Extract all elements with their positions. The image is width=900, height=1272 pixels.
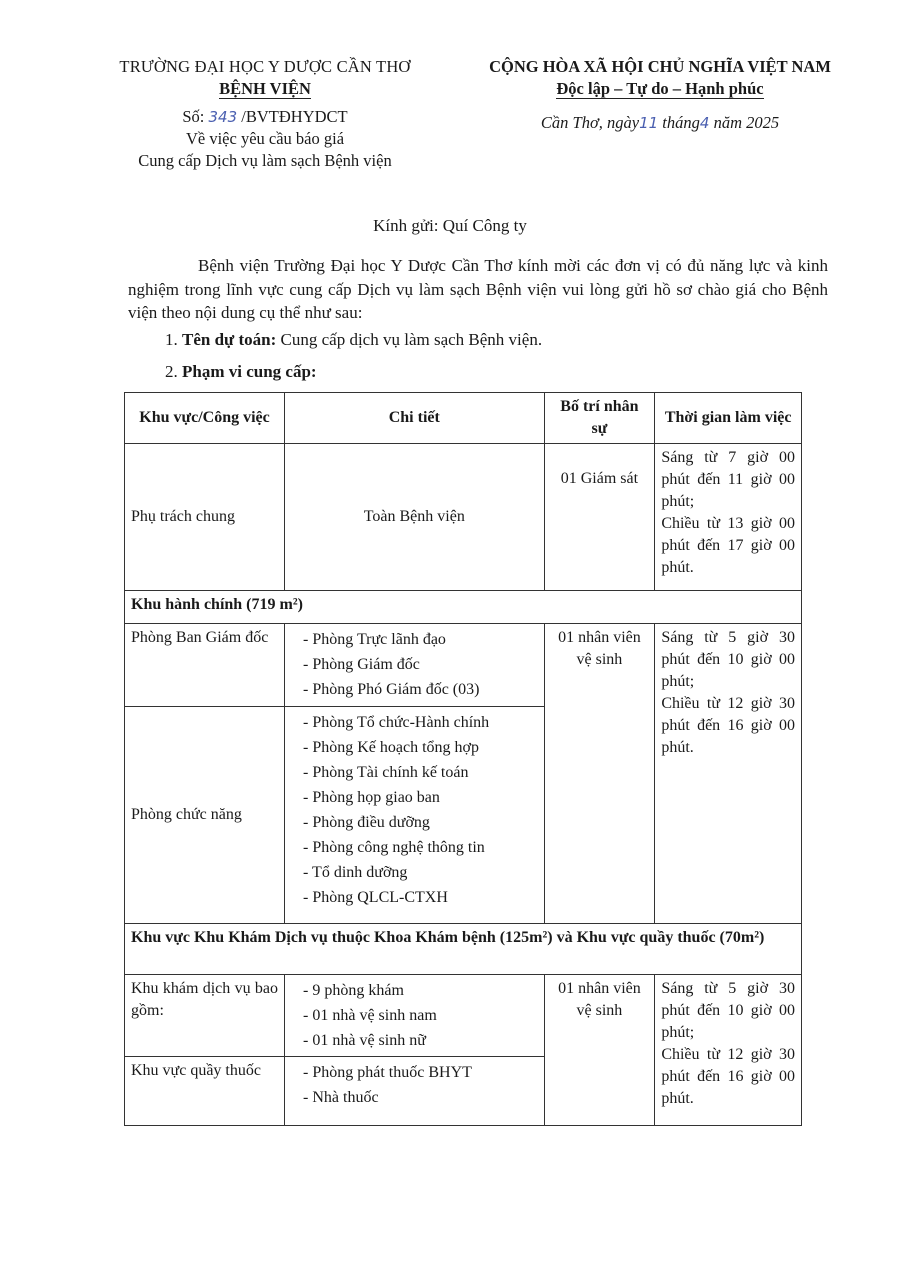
document-number: Số: 343 /BVTĐHYDCT [182,107,348,126]
item-1: 1. Tên dự toán: Cung cấp dịch vụ làm sạch Bệnh viện. [165,330,543,349]
area-cell: Phòng Ban Giám đốc [125,624,285,707]
table-row [125,624,802,707]
national-motto: Độc lập – Tự do – Hạnh phúc [556,79,764,98]
list-item: - Phòng công nghệ thông tin [303,839,485,856]
scope-table [124,392,802,1126]
header-area: Khu vực/Công việc [125,393,285,444]
table-row [125,975,802,1057]
national-header [455,56,865,134]
list-item: - Phòng Trực lãnh đạo [303,631,446,648]
list-item: - Phòng Phó Giám đốc (03) [303,681,480,698]
area-cell: Khu vực quầy thuốc [125,1057,285,1126]
issuer-block [95,56,435,172]
handwritten-month: 4 [699,114,710,132]
list-item: - Nhà thuốc [303,1089,379,1106]
university-name: TRƯỜNG ĐẠI HỌC Y DƯỢC CẦN THƠ [119,57,411,76]
detail-cell [285,624,545,707]
salutation: Kính gửi: Quí Công ty [373,216,527,235]
list-item: - Phòng Tài chính kế toán [303,764,469,781]
detail-cell [285,707,545,924]
list-item: - Phòng Kế hoạch tổng hợp [303,739,480,756]
list-item: - Phòng điều dưỡng [303,814,430,831]
section-row [125,924,802,975]
subject-line-2: Cung cấp Dịch vụ làm sạch Bệnh viện [138,151,392,170]
hospital-name: BỆNH VIỆN [219,79,311,98]
detail-cell [285,975,545,1057]
list-item: - Phòng QLCL-CTXH [303,889,448,906]
list-item: - Tổ dinh dưỡng [303,864,408,881]
list-item: - 9 phòng khám [303,982,404,999]
staff-cell: 01 nhân viên vệ sinh [544,624,655,924]
list-item: - Phòng họp giao ban [303,789,440,806]
header-staff: Bố trí nhân sự [544,393,655,444]
subject-line-1: Về việc yêu cầu báo giá [185,129,345,148]
intro-paragraph: Bệnh viện Trường Đại học Y Dược Cần Thơ kính mời các đơn vị có đủ năng lực và kinh nghiệm trong lĩnh vực cung cấp Dịch vụ làm sạch Bệnh viện vui lòng gửi hồ sơ chào giá cho Bệnh viện theo nội dung cụ thể như sau: [128,256,828,322]
list-item: - Phòng Giám đốc [303,656,420,673]
time-cell: Sáng từ 7 giờ 00 phút đến 11 giờ 00 phút; Chiều từ 13 giờ 00 phút đến 17 giờ 00 phút. [655,444,802,591]
detail-cell [285,1057,545,1126]
list-item: - Phòng Tổ chức-Hành chính [303,714,490,731]
section-heading: Khu vực Khu Khám Dịch vụ thuộc Khoa Khám bệnh (125m²) và Khu vực quầy thuốc (70m²) [125,924,802,975]
document-date: Cần Thơ, ngày11 tháng4 năm 2025 [540,113,780,132]
staff-cell: 01 Giám sát [544,444,655,591]
handwritten-number: 343 [208,108,238,126]
header-time: Thời gian làm việc [655,393,802,444]
area-cell: Phòng chức năng [125,707,285,924]
table-row [125,444,802,591]
list-item: - Phòng phát thuốc BHYT [303,1064,472,1081]
section-heading: Khu hành chính (719 m²) [125,591,802,624]
country-name: CỘNG HÒA XÃ HỘI CHỦ NGHĨA VIỆT NAM [489,57,831,76]
handwritten-day: 11 [639,114,659,132]
header-detail: Chi tiết [285,393,545,444]
detail-cell: Toàn Bệnh viện [285,444,545,591]
time-cell: Sáng từ 5 giờ 30 phút đến 10 giờ 00 phút; Chiều từ 12 giờ 30 phút đến 16 giờ 00 phút. [655,975,802,1126]
item-2: 2. Phạm vi cung cấp: [165,362,317,381]
table-header-row [125,393,802,444]
list-item: - 01 nhà vệ sinh nam [303,1007,437,1024]
time-cell: Sáng từ 5 giờ 30 phút đến 10 giờ 00 phút; Chiều từ 12 giờ 30 phút đến 16 giờ 00 phút. [655,624,802,924]
list-item: - 01 nhà vệ sinh nữ [303,1032,426,1049]
staff-cell: 01 nhân viên vệ sinh [544,975,655,1126]
area-cell: Khu khám dịch vụ bao gồm: [125,975,285,1057]
area-cell: Phụ trách chung [125,444,285,591]
section-row [125,591,802,624]
